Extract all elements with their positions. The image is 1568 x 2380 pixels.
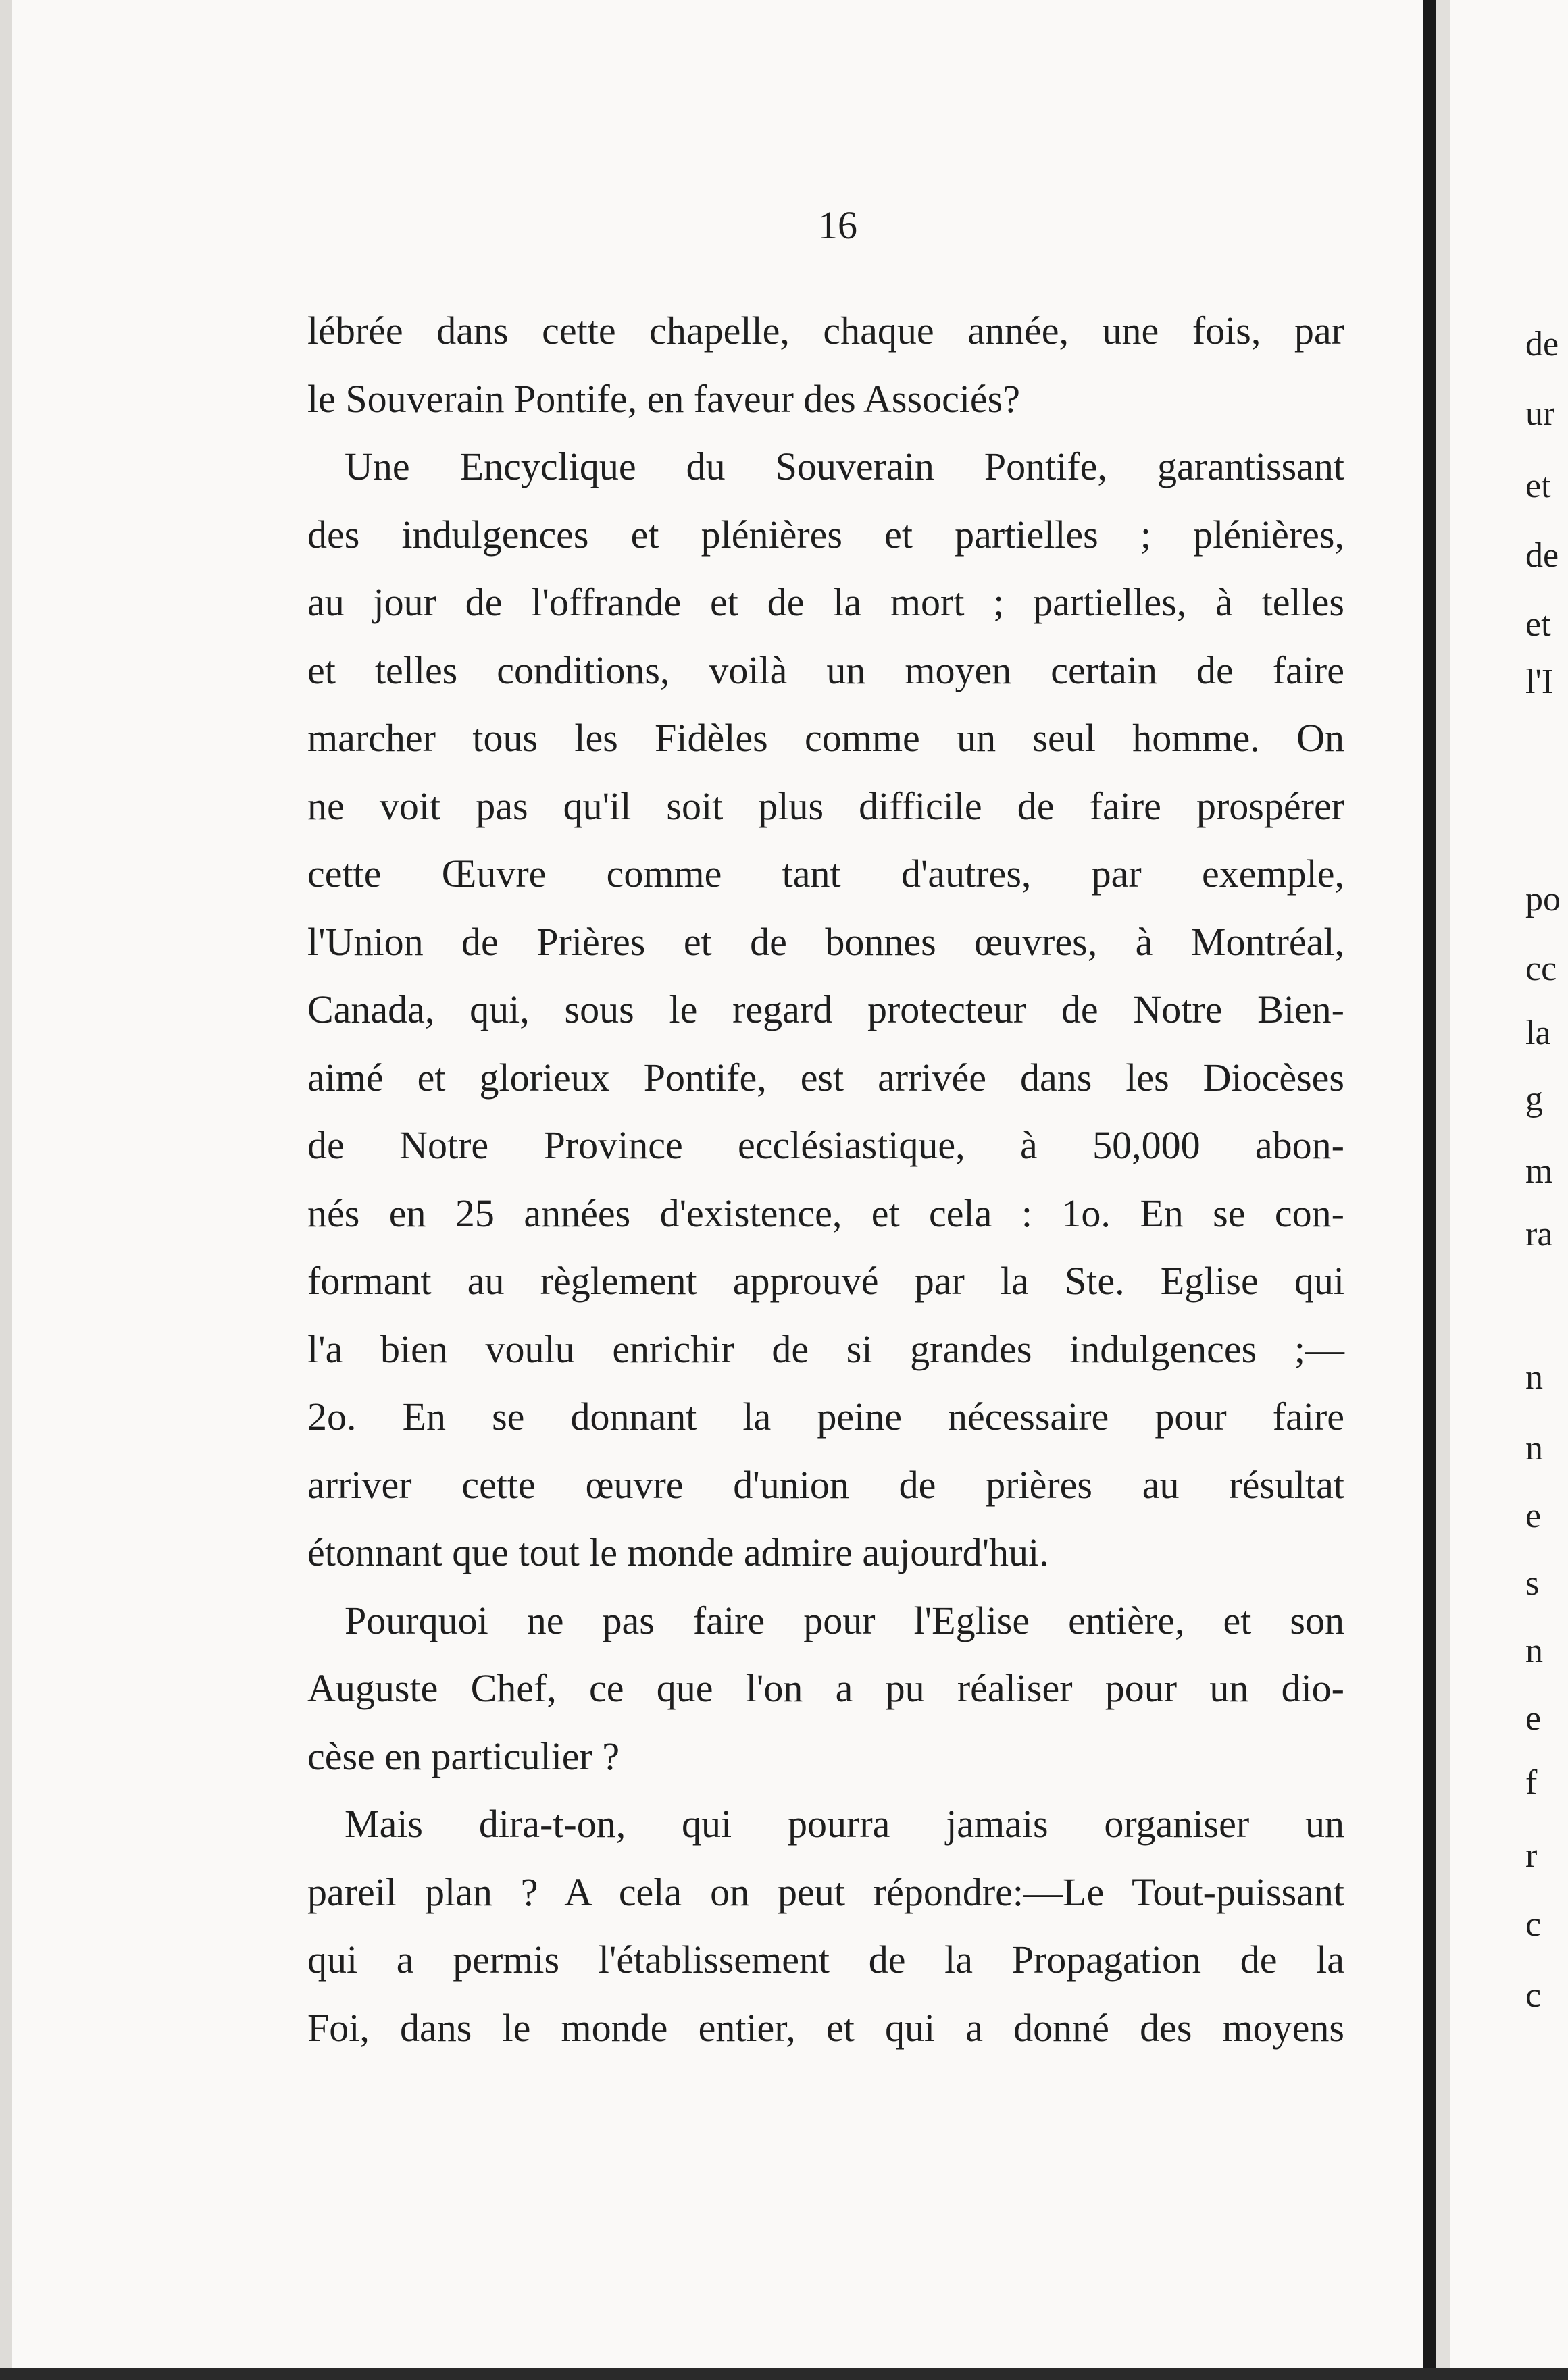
text-line: nés en 25 années d'existence, et cela : 1o. En se con- — [307, 1191, 1344, 1235]
right-page-fragment: ra — [1525, 1215, 1553, 1253]
right-page-fragment: e — [1525, 1699, 1542, 1738]
right-page-fragment: ur — [1525, 394, 1555, 433]
right-page-fragment: s — [1525, 1564, 1540, 1603]
page-shadow-left — [0, 0, 12, 2380]
right-page-fragment: n — [1525, 1632, 1543, 1670]
gutter-shadow — [1436, 0, 1450, 2380]
text-line: lébrée dans cette chapelle, chaque année, une fois, par — [307, 309, 1344, 353]
text-line: pareil plan ? A cela on peut répondre:—Le Tout-puissant — [307, 1869, 1344, 1914]
right-page-fragment: de — [1525, 536, 1559, 575]
right-page-fragment: c — [1525, 1905, 1542, 1944]
right-page-fragment: e — [1525, 1497, 1542, 1535]
text-line: des indulgences et plénières et partielles ; plénières, — [307, 512, 1344, 557]
right-page-fragment: f — [1525, 1763, 1538, 1802]
body-text — [307, 297, 1344, 2062]
text-line: Auguste Chef, ce que l'on a pu réaliser pour un dio- — [307, 1666, 1344, 1710]
right-page-fragment: et — [1525, 467, 1551, 505]
text-line: 2o. En se donnant la peine nécessaire pour faire — [307, 1395, 1344, 1439]
text-line: ne voit pas qu'il soit plus difficile de faire prospérer — [307, 783, 1344, 828]
right-page-fragment: po — [1525, 880, 1561, 919]
text-line: Canada, qui, sous le regard protecteur de Notre Bien- — [307, 987, 1344, 1031]
text-line: l'Union de Prières et de bonnes œuvres, à Montréal, — [307, 919, 1344, 964]
text-line: aimé et glorieux Pontife, est arrivée dans les Diocèses — [307, 1055, 1344, 1100]
book-gutter — [1423, 0, 1436, 2380]
right-page-fragment: n — [1525, 1429, 1543, 1468]
right-page-fragment: cc — [1525, 950, 1557, 988]
text-line: cette Œuvre comme tant d'autres, par exemple, — [307, 852, 1344, 896]
right-page-fragment: r — [1525, 1836, 1538, 1875]
text-line: de Notre Province ecclésiastique, à 50,000 abon- — [307, 1123, 1344, 1167]
text-line: qui a permis l'établissement de la Propagation de la — [307, 1938, 1344, 1982]
right-page-fragment: l'I — [1525, 663, 1554, 701]
right-page-text-fragments — [1525, 0, 1568, 2380]
right-page-fragment: n — [1525, 1358, 1543, 1397]
text-line: et telles conditions, voilà un moyen certain de faire — [307, 648, 1344, 692]
right-page-fragment: la — [1525, 1014, 1551, 1052]
text-line: cèse en particulier ? — [307, 1734, 620, 1778]
right-page-fragment: c — [1525, 1976, 1542, 2015]
scan-bottom-edge — [0, 2368, 1568, 2380]
text-line: formant au règlement approuvé par la Ste. Eglise qui — [307, 1259, 1344, 1303]
page-number: 16 — [818, 203, 857, 247]
right-page-fragment: et — [1525, 605, 1551, 644]
text-line: au jour de l'offrande et de la mort ; partielles, à telles — [307, 580, 1344, 624]
right-page-fragment: g — [1525, 1080, 1543, 1118]
text-line: Foi, dans le monde entier, et qui a donné des moyens — [307, 2005, 1344, 2050]
text-line: marcher tous les Fidèles comme un seul homme. On — [307, 716, 1344, 760]
text-line: le Souverain Pontife, en faveur des Associés? — [307, 376, 1020, 421]
right-page-fragment: de — [1525, 325, 1559, 363]
right-page-fragment: m — [1525, 1152, 1553, 1191]
text-line: étonnant que tout le monde admire aujourd'hui. — [307, 1530, 1049, 1574]
text-line: arriver cette œuvre d'union de prières au résultat — [307, 1462, 1344, 1507]
text-line: l'a bien voulu enrichir de si grandes indulgences ;— — [307, 1326, 1344, 1371]
text-line: Mais dira-t-on, qui pourra jamais organiser un — [345, 1802, 1344, 1846]
text-line: Une Encyclique du Souverain Pontife, garantissant — [345, 444, 1344, 488]
text-line: Pourquoi ne pas faire pour l'Eglise entière, et son — [345, 1598, 1344, 1642]
